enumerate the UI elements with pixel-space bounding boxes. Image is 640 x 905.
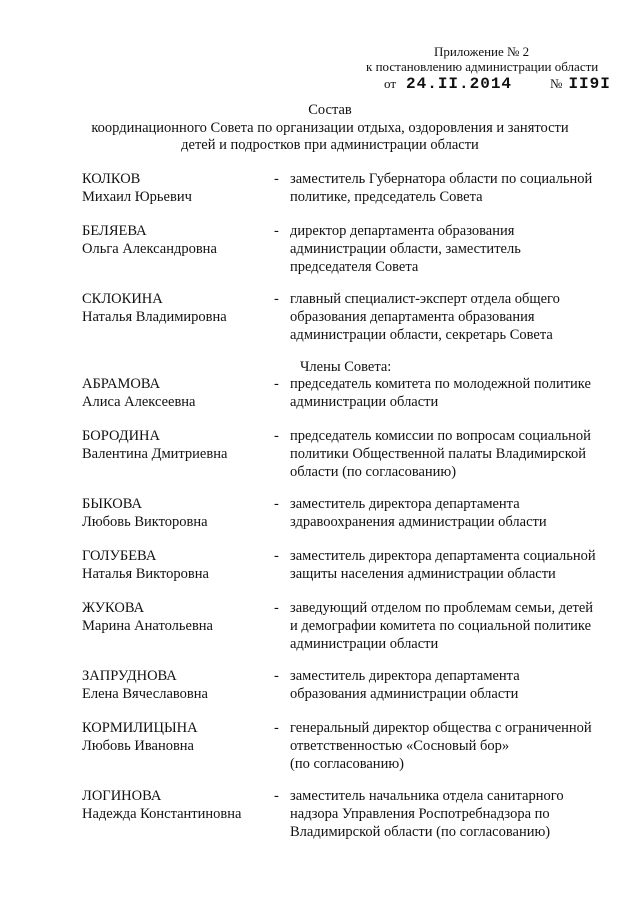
appendix-label: Приложение № 2: [434, 44, 530, 59]
member-given-names: Марина Анатольевна: [82, 618, 213, 634]
member-name: [82, 599, 272, 635]
members-heading: Члены Совета:: [300, 359, 392, 375]
member-given-names: Надежда Константиновна: [82, 806, 242, 822]
member-position-line: администрации области, заместитель: [290, 241, 521, 257]
member-surname: ГОЛУБЕВА: [82, 548, 157, 564]
member-position: [290, 290, 620, 344]
member-position-line: надзора Управления Роспотребнадзора по: [290, 806, 550, 822]
member-position-line: области (по согласованию): [290, 464, 457, 480]
member-surname: СКЛОКИНА: [82, 291, 163, 307]
member-dash: -: [274, 600, 279, 616]
member-dash: -: [274, 171, 279, 187]
member-position: [290, 599, 620, 653]
member-given-names: Любовь Викторовна: [82, 514, 208, 530]
member-position-line: заместитель директора департамента социальной: [290, 548, 596, 564]
member-position-line: председателя Совета: [290, 259, 419, 275]
resolution-number: II9I: [568, 75, 611, 93]
member-position-line: главный специалист-эксперт отдела общего: [290, 291, 560, 307]
member-given-names: Наталья Викторовна: [82, 566, 209, 582]
member-position: [290, 222, 620, 276]
member-position-line: ответственностью «Сосновый бор»: [290, 738, 510, 754]
member-position-line: председатель комитета по молодежной политике: [290, 376, 591, 392]
member-name: [82, 222, 272, 258]
member-dash: -: [274, 496, 279, 512]
member-position-line: образования департамента образования: [290, 309, 535, 325]
member-given-names: Алиса Алексеевна: [82, 394, 196, 410]
member-surname: БЫКОВА: [82, 496, 142, 512]
member-position-line: здравоохранения администрации области: [290, 514, 547, 530]
member-position-line: администрации области: [290, 636, 439, 652]
member-position: [290, 170, 620, 206]
member-position-line: председатель комиссии по вопросам социальной: [290, 428, 591, 444]
resolution-date: 24.II.2014: [406, 75, 513, 93]
member-position-line: директор департамента образования: [290, 223, 515, 239]
member-surname: ЗАПРУДНОВА: [82, 668, 177, 684]
member-name: [82, 170, 272, 206]
member-position: [290, 719, 620, 773]
member-position: [290, 667, 620, 703]
member-given-names: Валентина Дмитриевна: [82, 446, 228, 462]
member-surname: БОРОДИНА: [82, 428, 160, 444]
member-dash: -: [274, 376, 279, 392]
date-number-line: [384, 76, 611, 92]
member-given-names: Михаил Юрьевич: [82, 189, 192, 205]
member-surname: КОЛКОВ: [82, 171, 141, 187]
member-name: [82, 427, 272, 463]
member-name: [82, 719, 272, 755]
member-name: [82, 547, 272, 583]
member-surname: ЖУКОВА: [82, 600, 145, 616]
member-position-line: заместитель директора департамента: [290, 668, 520, 684]
member-dash: -: [274, 548, 279, 564]
member-dash: -: [274, 720, 279, 736]
member-position-line: образования администрации области: [290, 686, 519, 702]
member-position: [290, 427, 620, 481]
member-surname: АБРАМОВА: [82, 376, 161, 392]
member-position-line: администрации области, секретарь Совета: [290, 327, 553, 343]
member-position: [290, 495, 620, 531]
document-subtitle-line-1: координационного Совета по организации отдыха, оздоровления и занятости: [91, 120, 569, 136]
member-position-line: и демографии комитета по социальной политике: [290, 618, 592, 634]
member-position-line: генеральный директор общества с ограниченной: [290, 720, 592, 736]
member-dash: -: [274, 668, 279, 684]
member-position-line: Владимирской области (по согласованию): [290, 824, 551, 840]
member-given-names: Любовь Ивановна: [82, 738, 194, 754]
from-label: от: [384, 76, 397, 91]
member-dash: -: [274, 291, 279, 307]
member-given-names: Наталья Владимировна: [82, 309, 227, 325]
resolution-reference: к постановлению администрации области: [366, 59, 599, 74]
member-position-line: администрации области: [290, 394, 439, 410]
member-position-line: защиты населения администрации области: [290, 566, 556, 582]
member-surname: БЕЛЯЕВА: [82, 223, 147, 239]
number-label: №: [550, 76, 563, 91]
member-given-names: Елена Вячеславовна: [82, 686, 208, 702]
member-position-line: заведующий отделом по проблемам семьи, детей: [290, 600, 594, 616]
member-name: [82, 375, 272, 411]
member-position-line: политике, председатель Совета: [290, 189, 483, 205]
member-surname: КОРМИЛИЦЫНА: [82, 720, 198, 736]
member-position-line: заместитель начальника отдела санитарного: [290, 788, 564, 804]
member-dash: -: [274, 788, 279, 804]
document-title: Состав: [308, 102, 352, 118]
member-name: [82, 667, 272, 703]
member-position-line: заместитель директора департамента: [290, 496, 520, 512]
member-name: [82, 290, 272, 326]
member-dash: -: [274, 428, 279, 444]
member-surname: ЛОГИНОВА: [82, 788, 162, 804]
member-position-line: заместитель Губернатора области по социальной: [290, 171, 593, 187]
member-position-line: политики Общественной палаты Владимирской: [290, 446, 587, 462]
document-subtitle-line-2: детей и подростков при администрации области: [181, 137, 479, 153]
member-position-line: (по согласованию): [290, 756, 404, 772]
member-name: [82, 495, 272, 531]
member-position: [290, 547, 620, 583]
member-position: [290, 787, 620, 841]
member-given-names: Ольга Александровна: [82, 241, 217, 257]
member-position: [290, 375, 620, 411]
member-dash: -: [274, 223, 279, 239]
member-name: [82, 787, 272, 823]
